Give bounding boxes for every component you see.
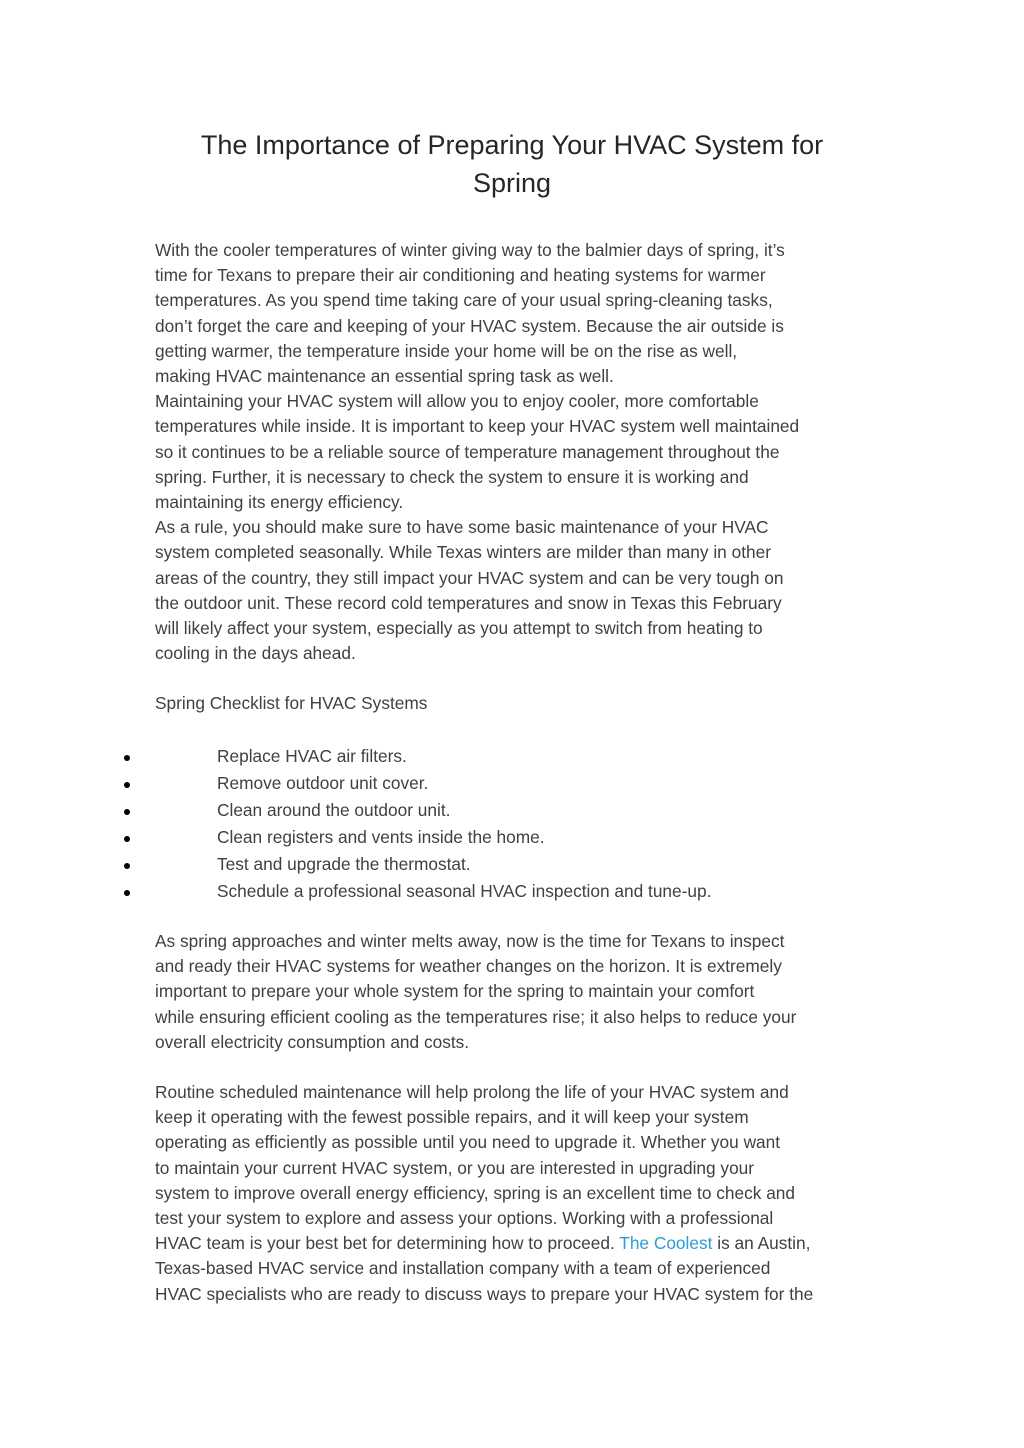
intro-line: time for Texans to prepare their air conditioning and heating systems for warmer (155, 265, 766, 286)
checklist-item-text: Clean registers and vents inside the home. (217, 827, 545, 847)
routine-link-before: HVAC team is your best bet for determining how to proceed. (155, 1233, 620, 1254)
checklist-item-text: Remove outdoor unit cover. (217, 773, 429, 793)
routine-line: system to improve overall energy efficiency, spring is an excellent time to check and (155, 1182, 796, 1203)
approach-line: overall electricity consumption and costs. (155, 1031, 470, 1052)
checklist-item-text: Replace HVAC air filters. (217, 746, 407, 766)
intro-line: the outdoor unit. These record cold temperatures and snow in Texas this February (155, 592, 782, 613)
checklist-item (0, 770, 1024, 797)
intro-line: getting warmer, the temperature inside your home will be on the rise as well, (155, 340, 738, 361)
intro-line: so it continues to be a reliable source of temperature management throughout the (155, 441, 780, 462)
approach-line: while ensuring efficient cooling as the temperatures rise; it also helps to reduce your (155, 1006, 797, 1027)
intro-line: cooling in the days ahead. (155, 643, 356, 664)
routine-line: Texas-based HVAC service and installation company with a team of experienced (155, 1258, 771, 1279)
page-title (130, 126, 894, 202)
bullet-icon (124, 809, 130, 815)
routine-link-after: is an Austin, (712, 1233, 811, 1254)
checklist-item-text: Test and upgrade the thermostat. (217, 854, 471, 874)
approach-line: and ready their HVAC systems for weather changes on the horizon. It is extremely (155, 956, 782, 977)
intro-line: making HVAC maintenance an essential spring task as well. (155, 366, 614, 387)
approach-line: As spring approaches and winter melts away, now is the time for Texans to inspect (155, 931, 785, 951)
intro-line: areas of the country, they still impact your HVAC system and can be very tough on (155, 567, 784, 588)
bullet-icon (124, 755, 130, 761)
spring-checklist (0, 743, 1024, 905)
intro-line: With the cooler temperatures of winter giving way to the balmier days of spring, it’s (155, 240, 785, 260)
checklist-item (0, 851, 1024, 878)
intro-line: will likely affect your system, especially as you attempt to switch from heating to (155, 618, 763, 639)
routine-line: test your system to explore and assess your options. Working with a professional (155, 1208, 774, 1229)
intro-line: don’t forget the care and keeping of your HVAC system. Because the air outside is (155, 315, 784, 336)
intro-line: Maintaining your HVAC system will allow you to enjoy cooler, more comfortable (155, 391, 759, 412)
intro-line: temperatures while inside. It is important to keep your HVAC system well maintained (155, 416, 800, 437)
checklist-item (0, 878, 1024, 905)
the-coolest-link[interactable]: The Coolest (619, 1233, 713, 1254)
checklist-heading-block (155, 691, 885, 716)
routine-link-line (155, 1231, 885, 1256)
routine-paragraph (155, 1080, 885, 1307)
approach-paragraph (155, 929, 885, 1055)
bullet-icon (124, 836, 130, 842)
routine-line: Routine scheduled maintenance will help prolong the life of your HVAC system and (155, 1082, 789, 1102)
intro-line: spring. Further, it is necessary to check the system to ensure it is working and (155, 466, 749, 487)
title-line: Spring (472, 168, 552, 198)
routine-line: to maintain your current HVAC system, or you are interested in upgrading your (155, 1157, 755, 1178)
checklist-item (0, 824, 1024, 851)
checklist-item-text: Schedule a professional seasonal HVAC inspection and tune-up. (217, 881, 712, 901)
bullet-icon (124, 890, 130, 896)
checklist-heading: Spring Checklist for HVAC Systems (155, 693, 428, 713)
routine-line: operating as efficiently as possible until you need to upgrade it. Whether you want (155, 1132, 781, 1153)
intro-line: system completed seasonally. While Texas winters are milder than many in other (155, 542, 771, 563)
intro-line: As a rule, you should make sure to have some basic maintenance of your HVAC (155, 517, 769, 538)
checklist-item-text: Clean around the outdoor unit. (217, 800, 451, 820)
checklist-item (0, 743, 1024, 770)
routine-line: HVAC specialists who are ready to discuss ways to prepare your HVAC system for the (155, 1283, 814, 1304)
bullet-icon (124, 863, 130, 869)
bullet-icon (124, 782, 130, 788)
approach-line: important to prepare your whole system for the spring to maintain your comfort (155, 981, 755, 1002)
routine-line: keep it operating with the fewest possible repairs, and it will keep your system (155, 1107, 749, 1128)
intro-line: maintaining its energy efficiency. (155, 492, 404, 513)
checklist-item (0, 797, 1024, 824)
intro-line: temperatures. As you spend time taking care of your usual spring-cleaning tasks, (155, 290, 773, 311)
intro-paragraphs (155, 238, 885, 666)
title-line: The Importance of Preparing Your HVAC System for (200, 130, 824, 160)
